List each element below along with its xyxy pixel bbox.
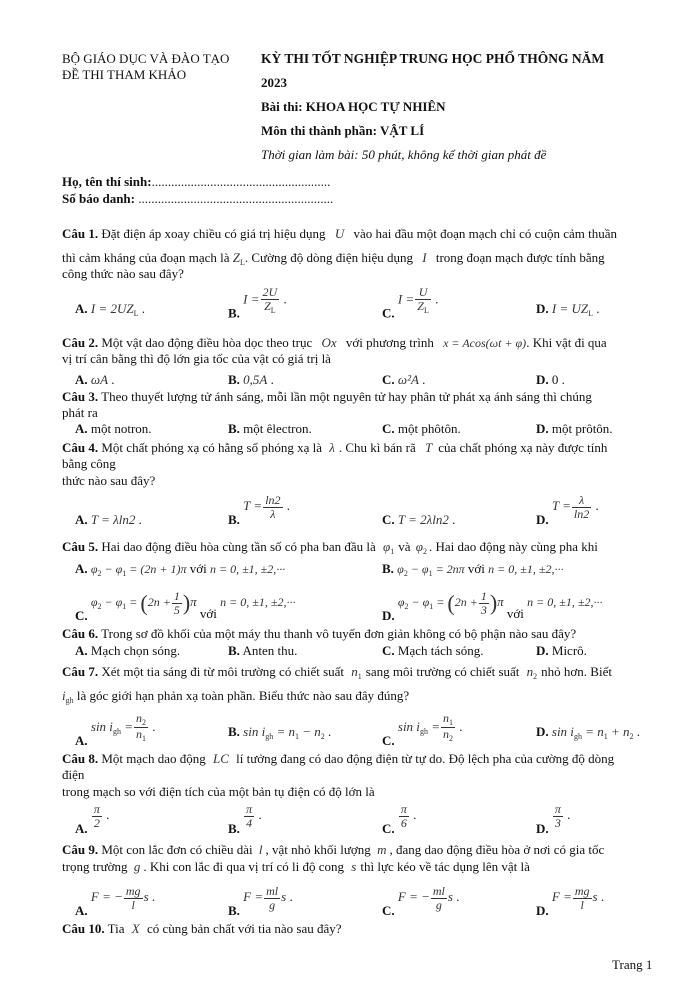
q9-line2: trọng trường g . Khi con lắc đi qua vị trí có li độ cong s thì lực kéo về tác dụng lên vật là — [62, 859, 530, 874]
q6-option-a[interactable] — [75, 643, 180, 659]
q2-line1 — [62, 335, 607, 351]
q9-text: thì lực kéo về tác dụng lên vật là — [360, 859, 530, 874]
q10-line1 — [62, 921, 342, 937]
candidate-id-line — [62, 191, 333, 207]
q9-option-a[interactable]: A. F = − $\frac{mg}{l}$ s . — [75, 884, 156, 919]
q7-text: là góc giới hạn phản xạ toàn phần. Biểu thức nào sau đây đúng? — [76, 688, 410, 703]
q6-c-text: Mạch tách sóng. — [397, 643, 484, 658]
page-number: Trang 1 — [612, 957, 653, 972]
q1-symbol-i: I — [422, 250, 427, 265]
q3-option-d[interactable] — [536, 421, 613, 437]
exam-kind: ĐỀ THI THAM KHẢO — [62, 67, 187, 82]
q1-text: vào hai đầu một đoạn mạch chỉ có cuộn cảm thuần — [353, 226, 617, 241]
q9-text: , đang dao động điều hòa ở nơi có gia tốc — [389, 842, 605, 857]
q2-line2: vị trí cân bằng thì độ lớn gia tốc của vật có giá trị là — [62, 351, 331, 366]
option-label: A. — [75, 512, 88, 527]
option-label: D. — [536, 301, 549, 316]
q5-with: với — [199, 606, 217, 622]
q5-nset: n = 0, ±1, ±2,··· — [488, 562, 564, 576]
option-label: D. — [536, 512, 549, 528]
option-label: B. — [382, 561, 394, 576]
option-label: C. — [382, 372, 395, 387]
q1-option-b[interactable]: B. I = $\frac{2U}{Z_L}$ . — [228, 285, 287, 321]
option-label: A. — [75, 732, 88, 748]
q8-lc: LC — [212, 751, 229, 766]
option-label: B. — [228, 903, 240, 919]
q6-option-c[interactable] — [382, 643, 483, 659]
q1-symbol-zl: Z — [232, 250, 240, 265]
q2-c-value: ω²A — [397, 372, 419, 387]
q5-with: với — [506, 606, 524, 622]
q3-line2: phát ra — [62, 405, 98, 420]
q7-option-b[interactable]: B. $\sin i_{gh} = n_1 - n_2$ . — [228, 724, 332, 741]
q1-line1 — [62, 226, 617, 242]
q8-option-d[interactable]: D. $\frac{\pi}{3}$ . — [536, 802, 571, 837]
option-label: A. — [75, 821, 88, 837]
q5-number: Câu 5. — [62, 539, 99, 554]
q3-option-c[interactable] — [382, 421, 461, 437]
q3-d-text: một prôtôn. — [551, 421, 613, 436]
q10-text: Tia — [104, 921, 125, 936]
q6-line1 — [62, 626, 576, 642]
option-label: C. — [382, 512, 395, 527]
q1-text: Đặt điện áp xoay chiều có giá trị hiệu dụng — [98, 226, 326, 241]
option-label: D. — [536, 903, 549, 919]
q4-line3: thức nào sau đây? — [62, 473, 156, 488]
q8-number: Câu 8. — [62, 751, 99, 766]
q9-option-b[interactable]: B. F = $\frac{ml}{g}$ s . — [228, 884, 293, 919]
q9-number: Câu 9. — [62, 842, 99, 857]
candidate-id-dots: ............................................................ — [138, 191, 334, 206]
q2-option-c[interactable]: C. ω²A . — [382, 372, 426, 387]
exam-title: KỲ THI TỐT NGHIỆP TRUNG HỌC PHỔ THÔNG NĂM — [261, 51, 605, 66]
q6-number: Câu 6. — [62, 626, 99, 641]
q2-text: . Khi vật đi qua — [526, 335, 607, 350]
q8-option-b[interactable]: B. $\frac{\pi}{4}$ . — [228, 802, 262, 837]
q5-text: . Hai dao động này cùng pha khi — [428, 539, 598, 554]
q5-nset: n = 0, ±1, ±2,··· — [209, 562, 286, 576]
q2-number: Câu 2. — [62, 335, 99, 350]
q5-with: với — [189, 561, 207, 576]
candidate-name-label: Họ, tên thí sinh: — [62, 174, 152, 189]
option-label: A. — [75, 372, 88, 387]
exam-year: 2023 — [261, 75, 287, 90]
option-label: A. — [75, 903, 88, 919]
q5-text: và — [398, 539, 411, 554]
q4-line2: bằng công — [62, 456, 116, 471]
q9-option-d[interactable]: D. F = $\frac{mg}{l}$ s . — [536, 884, 605, 919]
q5-nset: n = 0, ±1, ±2,··· — [220, 595, 296, 610]
q9-text: . Khi con lắc đi qua vị trí có li độ cong — [143, 859, 345, 874]
q4-text: của chất phóng xạ này được tính — [438, 440, 608, 455]
q9-text: Một con lắc đơn có chiều dài — [98, 842, 253, 857]
q1-symbol-u: U — [334, 226, 345, 241]
subject-test: Bài thi: KHOA HỌC TỰ NHIÊN — [261, 99, 446, 114]
option-label: D. — [382, 608, 395, 624]
q1-text: trong đoạn mạch được tính bằng — [435, 250, 605, 265]
q4-number: Câu 4. — [62, 440, 99, 455]
q5-line1: Câu 5. Hai dao động điều hòa cùng tần số có pha ban đầu là $\varphi_1$ và $\varphi_2$ . Hai dao động này cùng pha khi — [62, 539, 598, 556]
q5-option-c[interactable]: C. $\varphi_2 - \varphi_1 = (2n$ + $\frac{1}{5}$ )π với n = 0, ±1, ±2,··· — [75, 589, 296, 624]
q3-b-text: một êlectron. — [243, 421, 312, 436]
q8-option-a[interactable]: A. $\frac{\pi}{2}$ . — [75, 802, 110, 837]
q6-text: Trong sơ đồ khối của một máy thu thanh vô tuyến đơn giản không có bộ phận nào sau đây? — [98, 626, 577, 641]
candidate-id-label: Số báo danh: — [62, 191, 135, 206]
candidate-name-dots: ....................................................... — [151, 174, 331, 189]
q4-option-c[interactable]: C. T = 2λln2 . — [382, 512, 456, 527]
q8-line1 — [62, 751, 614, 767]
option-label: B. — [228, 643, 240, 658]
option-label: D. — [536, 372, 549, 387]
option-label: C. — [382, 732, 395, 748]
option-label: B. — [228, 512, 240, 528]
q1-option-d[interactable]: D. $I = UZ_L$ . — [536, 301, 600, 318]
q4-line1: Câu 4. Một chất phóng xạ có hằng số phóng xạ là λ . Chu kì bán rã T của chất phóng xạ này được tính — [62, 440, 608, 455]
option-label: B. — [228, 421, 240, 436]
option-label: A. — [75, 643, 88, 658]
q9-option-c[interactable]: C. F = − $\frac{ml}{g}$ s . — [382, 884, 460, 919]
subject-component: Môn thi thành phần: VẬT LÍ — [261, 123, 425, 138]
q3-a-text: một notron. — [90, 421, 152, 436]
option-label: D. — [536, 421, 549, 436]
option-label: B. — [228, 821, 240, 837]
q4-option-d[interactable]: D. T = $\frac{\lambda}{\ln 2}$ . — [536, 493, 599, 528]
q2-d-value: 0 . — [551, 372, 565, 387]
q7-option-c[interactable]: C. $\sin i_{gh}$ = $\frac{n_1}{n_2}$ . — [382, 711, 463, 748]
candidate-name-line — [62, 174, 330, 190]
option-label: A. — [75, 421, 88, 436]
q8-text: Một mạch dao động — [98, 751, 206, 766]
option-label: C. — [382, 421, 395, 436]
option-label: C. — [382, 821, 395, 837]
q2-b-value: 0,5A — [243, 372, 268, 387]
option-label: C. — [382, 305, 395, 321]
q2-option-d[interactable] — [536, 372, 565, 388]
q5-option-a[interactable]: A. $\varphi_2 - \varphi_1 = (2n + 1)\pi$ với n = 0, ±1, ±2,··· — [75, 561, 286, 578]
option-label: D. — [536, 724, 549, 739]
option-label: B. — [228, 372, 240, 387]
q1-option-c[interactable]: C. I = $\frac{U}{Z_L}$ . — [382, 285, 439, 321]
q7-option-d[interactable]: D. $\sin i_{gh} = n_1 + n_2$ . — [536, 724, 640, 741]
q3-number: Câu 3. — [62, 389, 99, 404]
q9-line1: Câu 9. Một con lắc đơn có chiều dài l , vật nhỏ khối lượng m , đang dao động điều hòa ở nơi có gia tốc — [62, 842, 605, 857]
q10-x: X — [131, 921, 140, 936]
q4-option-a[interactable]: A. T = λln2 . — [75, 512, 142, 527]
option-label: B. — [228, 724, 240, 739]
q8-option-c[interactable]: C. $\frac{\pi}{6}$ . — [382, 802, 417, 837]
q7-line2: $i_{gh}$ là góc giới hạn phản xạ toàn phần. Biểu thức nào sau đây đúng? — [62, 688, 410, 705]
q2-equation: x = Acos(ωt + φ) — [443, 336, 527, 350]
option-label: D. — [536, 821, 549, 837]
ministry-name: BỘ GIÁO DỤC VÀ ĐÀO TẠO — [62, 51, 230, 66]
q4-text: . Chu kì bán rã — [338, 440, 416, 455]
q7-line1: Câu 7. Xét một tia sáng đi từ môi trường có chiết suất $n_1$ sang môi trường có chiết suất $n_2$ nhỏ hơn. Biết — [62, 664, 612, 681]
q2-a-value: ωA — [90, 372, 109, 387]
q2-option-a[interactable]: A. ωA . — [75, 372, 115, 387]
q4-text: Một chất phóng xạ có hằng số phóng xạ là — [98, 440, 322, 455]
q1-number: Câu 1. — [62, 226, 99, 241]
option-label: A. — [75, 561, 88, 576]
q6-option-d[interactable] — [536, 643, 587, 659]
q5-with: với — [467, 561, 485, 576]
q3-text: Theo thuyết lượng tử ánh sáng, mỗi lần một nguyên tử hay phân tử phát xạ ánh sáng thì chúng — [98, 389, 592, 404]
q1-line2: thì cảm kháng của đoạn mạch là $Z_L$. Cường độ dòng điện hiệu dụng I trong đoạn mạch được tính bằng — [62, 250, 605, 267]
q7-text: nhỏ hơn. Biết — [541, 664, 612, 679]
q6-d-text: Micrô. — [551, 643, 587, 658]
q2-text: Một vật dao động điều hòa dọc theo trục — [98, 335, 313, 350]
q3-c-text: một phôtôn. — [397, 421, 461, 436]
q4-option-b[interactable]: B. T = $\frac{\ln 2}{\lambda}$ . — [228, 493, 291, 528]
q7-option-a[interactable]: A. $\sin i_{gh}$ = $\frac{n_2}{n_1}$ . — [75, 711, 156, 748]
q7-number: Câu 7. — [62, 664, 99, 679]
q6-b-text: Anten thu. — [242, 643, 298, 658]
q5-option-d[interactable]: D. $\varphi_2 - \varphi_1 = (2n$ + $\frac{1}{3}$ )π với n = 0, ±1, ±2,··· — [382, 589, 603, 624]
q6-option-b[interactable] — [228, 643, 297, 659]
q9-text: trọng trường — [62, 859, 128, 874]
q7-text: Xét một tia sáng đi từ môi trường có chiết suất — [98, 664, 345, 679]
q2-text: với phương trình — [345, 335, 434, 350]
option-label: C. — [382, 903, 395, 919]
option-label: C. — [75, 608, 88, 624]
q2-axis: Ox — [321, 335, 337, 350]
q2-option-b[interactable]: B. 0,5A . — [228, 372, 274, 387]
option-label: A. — [75, 301, 88, 316]
q10-number: Câu 10. — [62, 921, 105, 936]
q9-text: , vật nhỏ khối lượng — [265, 842, 371, 857]
q7-text: sang môi trường có chiết suất — [365, 664, 520, 679]
q5-nset: n = 0, ±1, ±2,··· — [527, 595, 603, 610]
q3-line1 — [62, 389, 592, 405]
q3-option-b[interactable] — [228, 421, 312, 437]
option-label: B. — [228, 305, 240, 321]
q5-option-b[interactable]: B. $\varphi_2 - \varphi_1 = 2n\pi$ với n = 0, ±1, ±2,··· — [382, 561, 564, 578]
q1-line3: công thức nào sau đây? — [62, 266, 184, 281]
q5-text: Hai dao động điều hòa cùng tần số có pha ban đầu là — [98, 539, 376, 554]
q1-text: . Cường độ dòng điện hiệu dụng — [244, 250, 413, 265]
q8-text: lí tưởng đang có dao động điện từ tự do. Độ lệch pha của cường độ dòng — [236, 751, 615, 766]
q6-a-text: Mạch chọn sóng. — [90, 643, 181, 658]
q8-line2: điện — [62, 767, 85, 782]
q10-text: có cùng bản chất với tia nào sau đây? — [146, 921, 342, 936]
q1-option-a[interactable]: A. $I = 2UZ_L$ . — [75, 301, 146, 318]
q3-option-a[interactable] — [75, 421, 152, 437]
q8-line3: trong mạch so với điện tích của một bản tụ điện có độ lớn là — [62, 784, 375, 799]
time-note: Thời gian làm bài: 50 phút, không kể thời gian phát đề — [261, 147, 547, 162]
option-label: D. — [536, 643, 549, 658]
q1-text: thì cảm kháng của đoạn mạch là — [62, 250, 230, 265]
option-label: C. — [382, 643, 395, 658]
